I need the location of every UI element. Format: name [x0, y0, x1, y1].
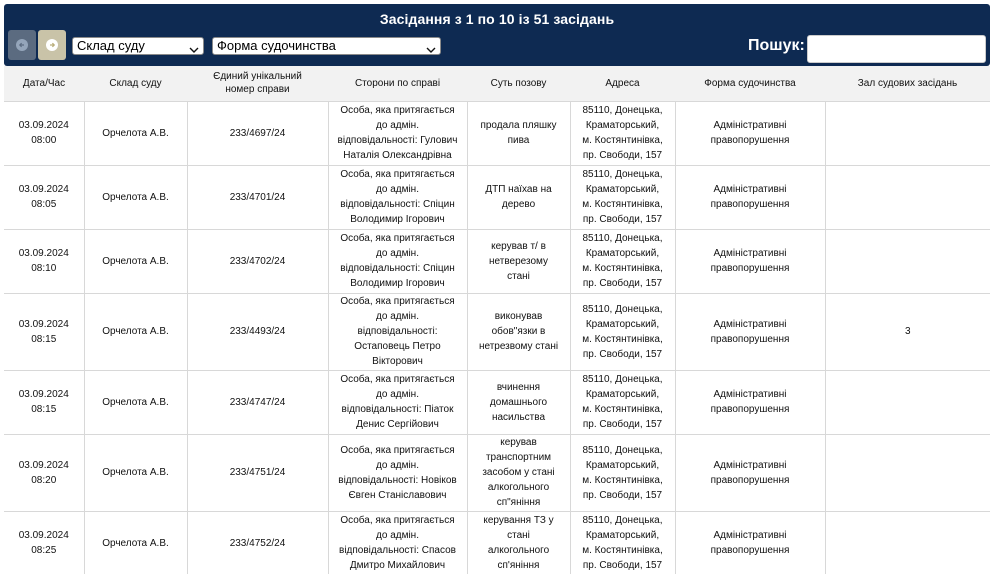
cell-judge: Орчелота А.В. — [84, 165, 187, 229]
cell-datetime: 03.09.2024 08:00 — [4, 101, 84, 165]
page-title: Засідання з 1 по 10 із 51 засідань — [379, 11, 615, 27]
column-header-case-number[interactable]: Єдиний унікальний номер справи — [187, 66, 328, 101]
cell-case-number: 233/4701/24 — [187, 165, 328, 229]
cell-hall: 3 — [825, 293, 990, 370]
cell-subject: керування ТЗ у стані алкогольного сп'яніння — [467, 511, 570, 574]
cell-subject: керував транспортним засобом у стані алкогольного сп"яніння — [467, 434, 570, 511]
cell-hall — [825, 434, 990, 511]
cell-address: 85110, Донецька, Краматорський, м. Костянтинівка, пр. Свободи, 157 — [570, 434, 675, 511]
cell-proceedings-form: Адміністративні правопорушення — [675, 165, 825, 229]
cell-address: 85110, Донецька, Краматорський, м. Костянтинівка, пр. Свободи, 157 — [570, 370, 675, 434]
cell-address: 85110, Донецька, Краматорський, м. Костянтинівка, пр. Свободи, 157 — [570, 165, 675, 229]
table-row — [4, 165, 990, 229]
cell-subject: керував т/ в нетверезому стані — [467, 229, 570, 293]
column-header-parties[interactable]: Сторони по справі — [328, 66, 467, 101]
column-header-subject[interactable]: Суть позову — [467, 66, 570, 101]
cell-address: 85110, Донецька, Краматорський, м. Костянтинівка, пр. Свободи, 157 — [570, 511, 675, 574]
cell-hall — [825, 511, 990, 574]
cell-judge: Орчелота А.В. — [84, 511, 187, 574]
cell-case-number: 233/4752/24 — [187, 511, 328, 574]
cell-proceedings-form: Адміністративні правопорушення — [675, 434, 825, 511]
cell-hall — [825, 370, 990, 434]
cell-parties: Особа, яка притягається до адмін. відповідальності: Новіков Євген Станіславович — [328, 434, 467, 511]
arrow-right-circle-icon — [46, 39, 58, 51]
cell-case-number: 233/4697/24 — [187, 101, 328, 165]
column-header-hall[interactable]: Зал судових засідань — [825, 66, 990, 101]
cell-parties: Особа, яка притягається до адмін. відповідальності: Гулович Наталія Олександрівна — [328, 101, 467, 165]
cell-subject: виконував обов"язки в нетрезвому стані — [467, 293, 570, 370]
search-label: Пошук: — [748, 37, 805, 54]
cell-proceedings-form: Адміністративні правопорушення — [675, 101, 825, 165]
table-row — [4, 434, 990, 511]
cell-parties: Особа, яка притягається до адмін. відповідальності: Спіцин Володимир Ігорович — [328, 229, 467, 293]
table-row — [4, 293, 990, 370]
cell-datetime: 03.09.2024 08:15 — [4, 293, 84, 370]
column-header-address[interactable]: Адреса — [570, 66, 675, 101]
court-composition-select[interactable] — [72, 37, 204, 55]
column-header-proceedings-form[interactable]: Форма судочинства — [675, 66, 825, 101]
header-bar — [4, 4, 990, 66]
cell-datetime: 03.09.2024 08:05 — [4, 165, 84, 229]
cell-datetime: 03.09.2024 08:15 — [4, 370, 84, 434]
table-row — [4, 101, 990, 165]
cell-proceedings-form: Адміністративні правопорушення — [675, 229, 825, 293]
chevron-down-icon — [189, 42, 199, 58]
cell-address: 85110, Донецька, Краматорський, м. Костянтинівка, пр. Свободи, 157 — [570, 101, 675, 165]
cell-judge: Орчелота А.В. — [84, 229, 187, 293]
column-header-datetime[interactable]: Дата/Час — [4, 66, 84, 101]
cell-proceedings-form: Адміністративні правопорушення — [675, 293, 825, 370]
cell-case-number: 233/4702/24 — [187, 229, 328, 293]
cell-hall — [825, 229, 990, 293]
cell-judge: Орчелота А.В. — [84, 370, 187, 434]
table-row — [4, 370, 990, 434]
table-row — [4, 229, 990, 293]
cell-datetime: 03.09.2024 08:10 — [4, 229, 84, 293]
chevron-down-icon — [426, 42, 436, 58]
proceedings-form-select[interactable] — [212, 37, 441, 55]
table-row — [4, 511, 990, 574]
cell-hall — [825, 101, 990, 165]
prev-page-button[interactable] — [8, 30, 36, 60]
cell-judge: Орчелота А.В. — [84, 434, 187, 511]
next-page-button[interactable] — [38, 30, 66, 60]
cell-parties: Особа, яка притягається до адмін. відповідальності: Спасов Дмитро Михайлович — [328, 511, 467, 574]
cell-proceedings-form: Адміністративні правопорушення — [675, 370, 825, 434]
arrow-left-circle-icon — [16, 39, 28, 51]
cell-address: 85110, Донецька, Краматорський, м. Костянтинівка, пр. Свободи, 157 — [570, 293, 675, 370]
cell-judge: Орчелота А.В. — [84, 101, 187, 165]
cell-datetime: 03.09.2024 08:20 — [4, 434, 84, 511]
cell-judge: Орчелота А.В. — [84, 293, 187, 370]
hearings-table — [4, 66, 990, 574]
cell-parties: Особа, яка притягається до адмін. відповідальності: Спіцин Володимир Ігорович — [328, 165, 467, 229]
cell-datetime: 03.09.2024 08:25 — [4, 511, 84, 574]
cell-subject: вчинення домашнього насильства — [467, 370, 570, 434]
column-header-judge[interactable]: Склад суду — [84, 66, 187, 101]
cell-proceedings-form: Адміністративні правопорушення — [675, 511, 825, 574]
cell-subject: продала пляшку пива — [467, 101, 570, 165]
court-composition-select-value: Склад суду — [77, 38, 145, 53]
proceedings-form-select-value: Форма судочинства — [217, 38, 336, 53]
cell-case-number: 233/4493/24 — [187, 293, 328, 370]
cell-case-number: 233/4747/24 — [187, 370, 328, 434]
search-input[interactable] — [807, 35, 986, 63]
cell-hall — [825, 165, 990, 229]
cell-subject: ДТП наїхав на дерево — [467, 165, 570, 229]
cell-case-number: 233/4751/24 — [187, 434, 328, 511]
cell-parties: Особа, яка притягається до адмін. відповідальності: Піаток Денис Сергійович — [328, 370, 467, 434]
cell-address: 85110, Донецька, Краматорський, м. Костянтинівка, пр. Свободи, 157 — [570, 229, 675, 293]
cell-parties: Особа, яка притягається до адмін. відповідальності: Остаповець Петро Вікторович — [328, 293, 467, 370]
table-header-row — [4, 66, 990, 101]
